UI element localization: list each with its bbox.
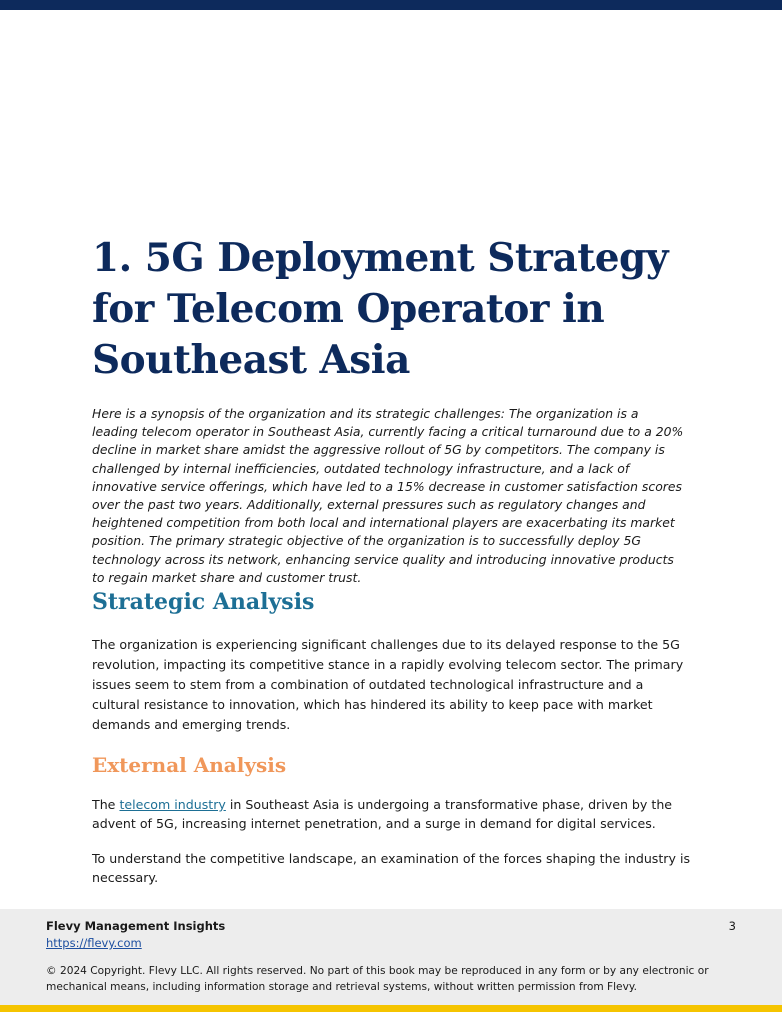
bottom-accent-bar <box>0 1005 782 1012</box>
footer-brand: Flevy Management Insights <box>46 919 226 933</box>
external-analysis-heading: External Analysis <box>92 753 287 777</box>
external-analysis-paragraph-2: To understand the competitive landscape, an examination of the forces shaping the industry is necessary. <box>92 851 691 885</box>
strategic-analysis-heading: Strategic Analysis <box>92 589 315 615</box>
page-footer <box>0 909 782 1005</box>
external-analysis-prefix: The <box>92 797 116 812</box>
external-analysis-suffix: in Southeast Asia is undergoing a transformative phase, driven by the advent of 5G, increasing internet penetration, and a surge in demand for digital services. <box>92 797 673 831</box>
page-number: 3 <box>728 919 736 933</box>
synopsis-paragraph: Here is a synopsis of the organization and its strategic challenges: The organization is a leading telecom operator in Southeast Asia, currently facing a critical turnaround due to a 20% decline in market share amidst the aggressive rollout of 5G by competitors. The company is challenged by internal inefficiencies, outdated technology infrastructure, and a lack of innovative service offerings, which have led to a 15% decrease in customer satisfaction scores over the past two years. Additionally, external pressures such as regulatory changes and heightened competition from both local and international players are exacerbating its market position. The primary strategic objective of the organization is to successfully deploy 5G technology across its network, enhancing service quality and introducing innovative products to regain market share and customer trust. <box>92 406 684 585</box>
strategic-analysis-paragraph: The organization is experiencing significant challenges due to its delayed response to the 5G revolution, impacting its competitive stance in a rapidly evolving telecom sector. The primary issues seem to stem from a combination of outdated technological infrastructure and a cultural resistance to innovation, which has hindered its ability to keep pace with market demands and emerging trends. <box>92 637 684 732</box>
document-title: 1. 5G Deployment Strategy for Telecom Operator in Southeast Asia <box>92 235 668 383</box>
footer-copyright: © 2024 Copyright. Flevy LLC. All rights reserved. No part of this book may be reproduced in any form or by any electronic or mechanical means, including information storage and retrieval systems, without written permission from Flevy. <box>46 965 709 993</box>
footer-url-link[interactable]: https://flevy.com <box>46 936 142 950</box>
top-accent-bar <box>0 0 782 10</box>
telecom-industry-link[interactable]: telecom industry <box>119 797 226 812</box>
external-analysis-paragraph-1 <box>92 796 690 833</box>
